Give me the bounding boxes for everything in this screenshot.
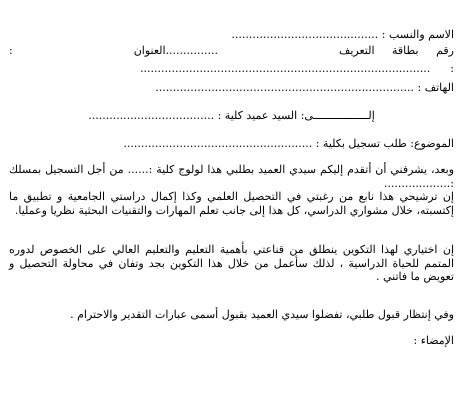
- name-line: الاسم والنسب : ..........................................: [231, 28, 454, 41]
- paragraph-intro: وبعد، يشرفني أن أتقدم إليكم سيدي العميد بطلبي هذا لولوج كلية :...... من أجل التسجيل بمسلك :...................: [9, 163, 454, 190]
- address-dots: ...................................................................................: [140, 62, 431, 75]
- paragraph-closing: وفي إنتظار قبول طلبي، تفضلوا سيدي العميد بقبول أسمى عبارات التقدير والاحترام .: [70, 308, 454, 321]
- paragraph-choice: إن اختياري لهذا التكوين ينطلق من قناعتي بأهمية التعليم والتعليم العالي على الخصوص لدوره المتمم للحياة الدراسية ، لذلك سأعمل من خلال هذا التكوين بجد وتفان في محاولة التحصيل و تعويض ما فاتني .: [9, 243, 454, 283]
- paragraph-motivation: إن ترشيحي هذا نابع من رغبتي في التحصيل العلمي وكذا إكمال دراستي الجامعية و تطبيق ما إكتسبته، خلال مشواري الدراسي، كل هذا إلى جانب تعلم المهارات والتقنيات البحثية نظريا وعمليا.: [9, 190, 454, 217]
- subject-line: الموضوع: طلب تسجيل بكلية : ......................................................: [123, 137, 454, 150]
- phone-line: الهاتف : ..........................................................................: [155, 81, 454, 94]
- address-colon: :: [450, 62, 454, 75]
- recipient-line: إلـــــــــــــــــى: السيد عميد كلية : ....................................: [88, 109, 375, 122]
- id-value: ...............العنوان: [133, 44, 218, 57]
- id-address-line: [9, 44, 454, 57]
- id-end-colon: :: [9, 44, 13, 57]
- id-label: رقم بطاقة التعريف: [338, 44, 454, 57]
- address-cont-line: [9, 62, 454, 75]
- signature-label: الإمضاء :: [413, 334, 454, 347]
